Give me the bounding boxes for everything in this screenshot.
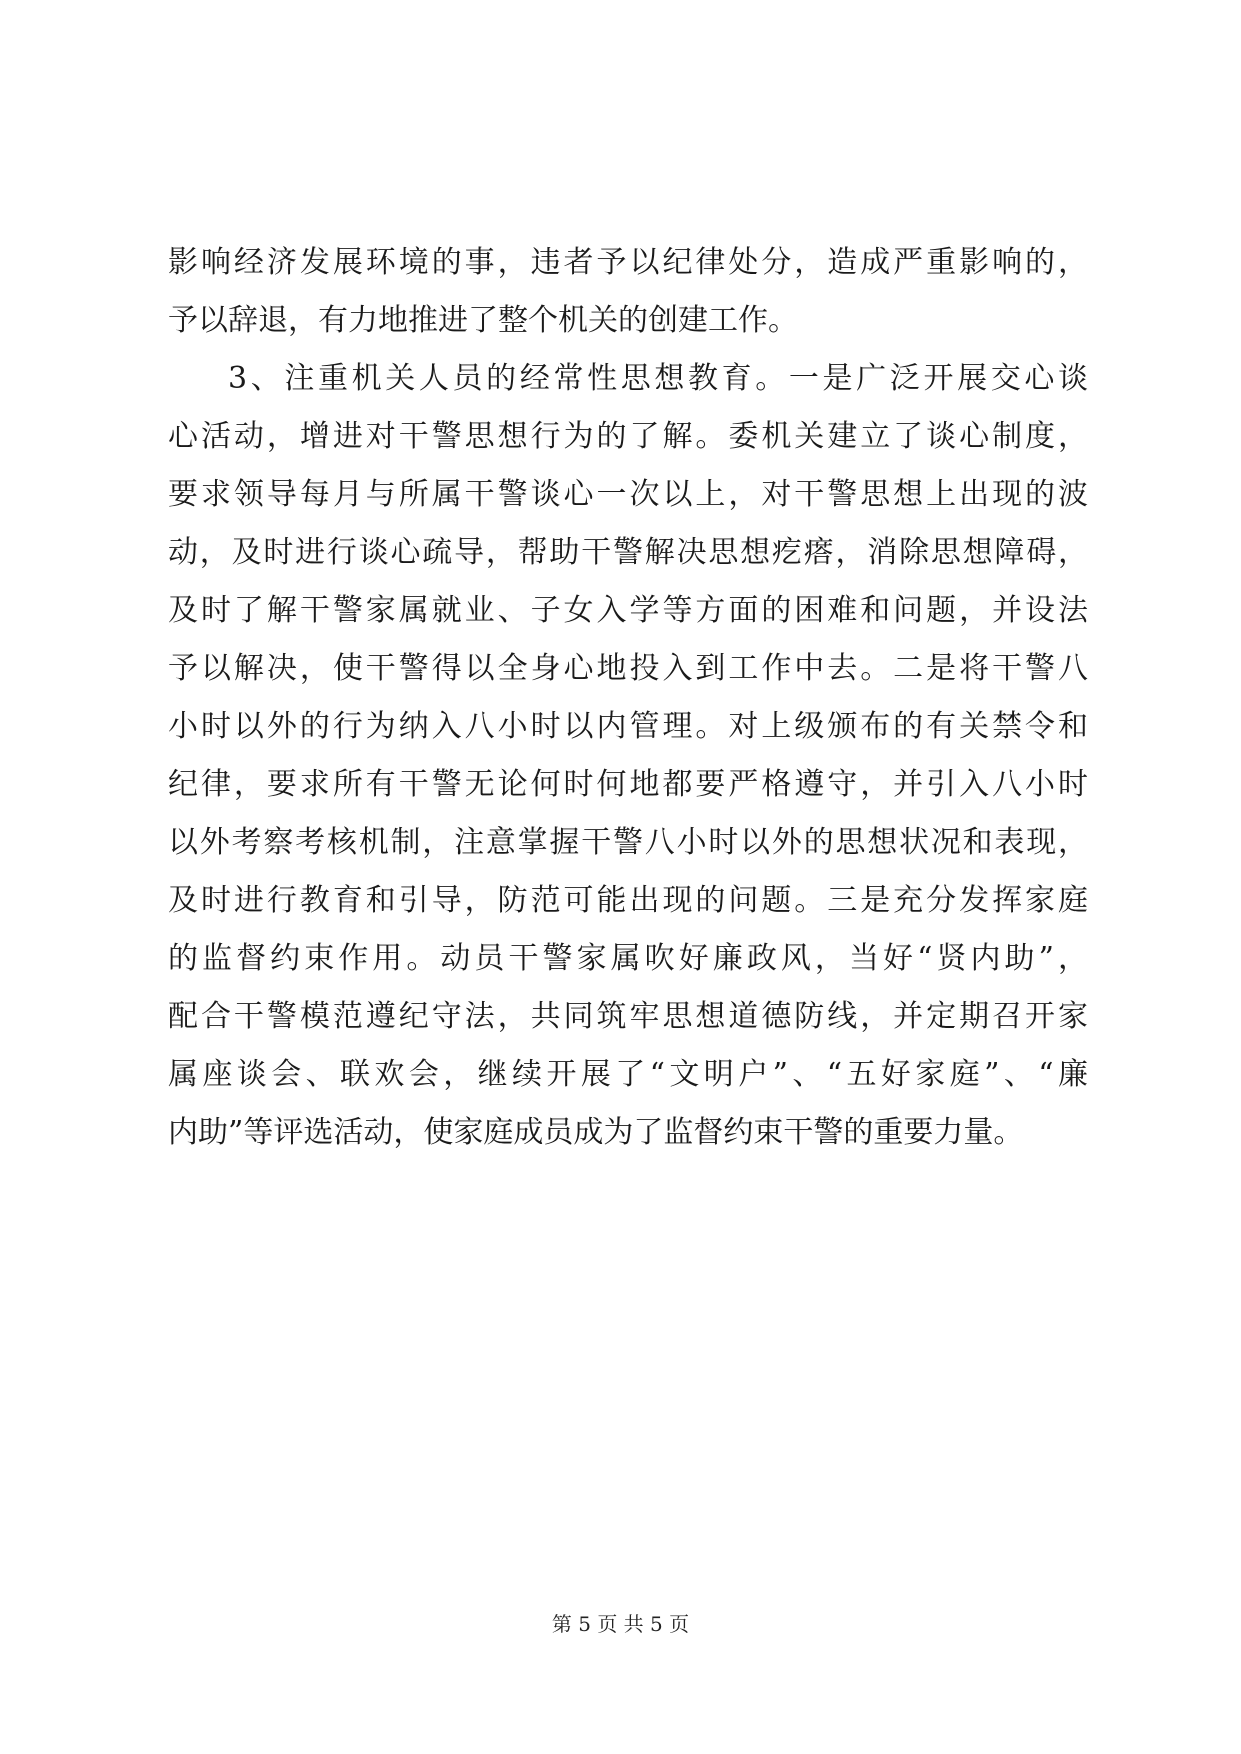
text-line: 及时进行教育和引导，防范可能出现的问题。三是充分发挥家庭 — [168, 883, 1088, 918]
text-line: 小时以外的行为纳入八小时以内管理。对上级颁布的有关禁令和 — [168, 709, 1088, 744]
text-line: 予以辞退，有力地推进了整个机关的创建工作。 — [168, 303, 798, 338]
text-line: 及时了解干警家属就业、子女入学等方面的困难和问题，并设法 — [168, 593, 1088, 628]
text-line: 影响经济发展环境的事，违者予以纪律处分，造成严重影响的， — [168, 245, 1088, 280]
body-text — [168, 234, 1088, 1162]
text-line: 配合干警模范遵纪守法，共同筑牢思想道德防线，并定期召开家 — [168, 999, 1088, 1034]
text-line: 以外考察考核机制，注意掌握干警八小时以外的思想状况和表现， — [168, 825, 1088, 860]
text-line: 要求领导每月与所属干警谈心一次以上，对干警思想上出现的波 — [168, 477, 1088, 512]
text-line: 的监督约束作用。动员干警家属吹好廉政风，当好“贤内助”， — [168, 941, 1088, 976]
text-line: 内助”等评选活动，使家庭成员成为了监督约束干警的重要力量。 — [168, 1115, 1024, 1150]
text-line: 3、注重机关人员的经常性思想教育。一是广泛开展交心谈 — [228, 361, 1088, 396]
page-number-footer: 第 5 页 共 5 页 — [551, 1612, 690, 1636]
text-line: 动，及时进行谈心疏导，帮助干警解决思想疙瘩，消除思想障碍， — [168, 535, 1088, 570]
text-line: 予以解决，使干警得以全身心地投入到工作中去。二是将干警八 — [168, 651, 1088, 686]
text-line: 纪律，要求所有干警无论何时何地都要严格遵守，并引入八小时 — [168, 767, 1088, 802]
text-line: 心活动，增进对干警思想行为的了解。委机关建立了谈心制度， — [168, 419, 1088, 454]
text-line: 属座谈会、联欢会，继续开展了“文明户”、“五好家庭”、“廉 — [168, 1057, 1088, 1092]
